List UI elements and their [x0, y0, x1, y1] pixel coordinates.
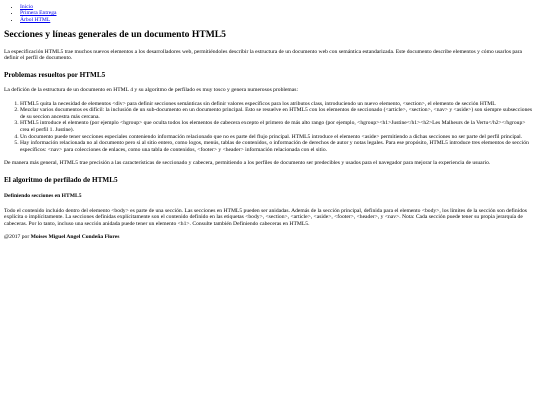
list-item: 2. Mezclar varios documentos es difícil: la inclusión de un sub-documento en un documento principal. Esto se resuelve en HTML5 con los elementos de seccionado (<article>, <section>, <nav> y <aside>) son siempre subsecciones de su seccion ancestra más cercana.: [20, 107, 536, 120]
intro-paragraph: La especificación HTML5 trae muchos nuevos elementos a los desarrolladores web, permitiéndoles describir la estructura de un documento web con semántica estandarizada. Este documento describe elementos y cómo usarlos para definir el perfil de documento.: [4, 48, 523, 62]
footer-copyright: @2017 por: [4, 234, 30, 241]
section-heading-algoritmo: El algoritmo de perfilado de HTML5: [4, 176, 118, 185]
subheading-definiendo-secciones: Definiendo secciones en HTML5: [4, 193, 82, 200]
conclusion-paragraph: De manera más general, HTML5 trae precisión a las características de seccionado y cabecera, permitiendo a los perfiles de documento ser predecibles y usados para el navegador para mejorar la experiencia de usuario.: [4, 160, 491, 167]
problems-list: [4, 101, 536, 154]
section-lead-paragraph: La defición de la estructura de un documento en HTML 4 y su algoritmo de perfilado es muy tosco y genera numerosos problemas:: [4, 87, 299, 94]
nav-link-primera-entrega[interactable]: Primera Entrega: [20, 10, 57, 17]
nav-item-arbol-html: [20, 17, 536, 23]
nav-link-inicio[interactable]: Inicio: [20, 4, 34, 10]
list-item: 3. HTML5 introduce el elemento (por ejemplo <hgroup> que oculta todos los elementos de cabecera excepto el primero de más alto rango (por ejemplo, <hgroup><h1>Justine</h1><h2>Les Malheurs de la Vertu</h2></hgroup> crea el perfil 1. Justine).: [20, 120, 536, 133]
page-footer: [4, 234, 536, 241]
nav-list: [4, 4, 536, 23]
list-item: 1. HTML5 quita la necesidad de elementos <div> para definir secciones semánticas sin definir valores específicos para los atributos class, introduciendo un nuevo elemento, <section>, el elemento de sección HTML: [20, 101, 536, 108]
nav-link-arbol-html[interactable]: Árbol HTML: [20, 16, 51, 23]
section-heading-problemas: Problemas resueltos por HTML5: [4, 71, 106, 80]
page-title: Secciones y líneas generales de un documento HTML5: [4, 28, 226, 40]
list-item: 4. Un documento puede tener secciones especiales conteniendo información relacionado que no es parte del flujo principal. HTML5 introduce el elemento <aside> permitiendo a dichas secciones no ser parte del perfil principal.: [20, 134, 536, 141]
sections-body-paragraph: Todo el contenido incluido dentro del elemento <body> es parte de una sección. Las secciones en HTML5 pueden ser anidadas. Además de la sección principal, definida para el elemento <body>, los límites de la sección son definidos explícita o implícitamente. La secciones definidas explícitamente son el contenido definido en las etiquetas <body>, <section>, <article>, <aside>, <footer>, <header>, y <nav>. Nota: Cada sección puede tener su propia jerarquía de cabeceras. Por lo tanto, incluso una sección anidada puede tener un elemento <h1>. Consulte también Definiendo cabeceras en HTML5.: [4, 207, 527, 227]
list-item: 5. Hay información relacionada no al documento pero si al sitio entero, como logos, menús, tablas de contenidos, o información de derechos de autor y notas legales. Para ese propósito, HTML5 introduce tres elementos de sección específicos: <nav> para colecciones de enlaces, como una tabla de contenidos, <footer> y <header> información relacionada con el sitio.: [20, 140, 536, 153]
footer-author: Moises Miguel Angel Condeña Flores: [30, 234, 120, 241]
